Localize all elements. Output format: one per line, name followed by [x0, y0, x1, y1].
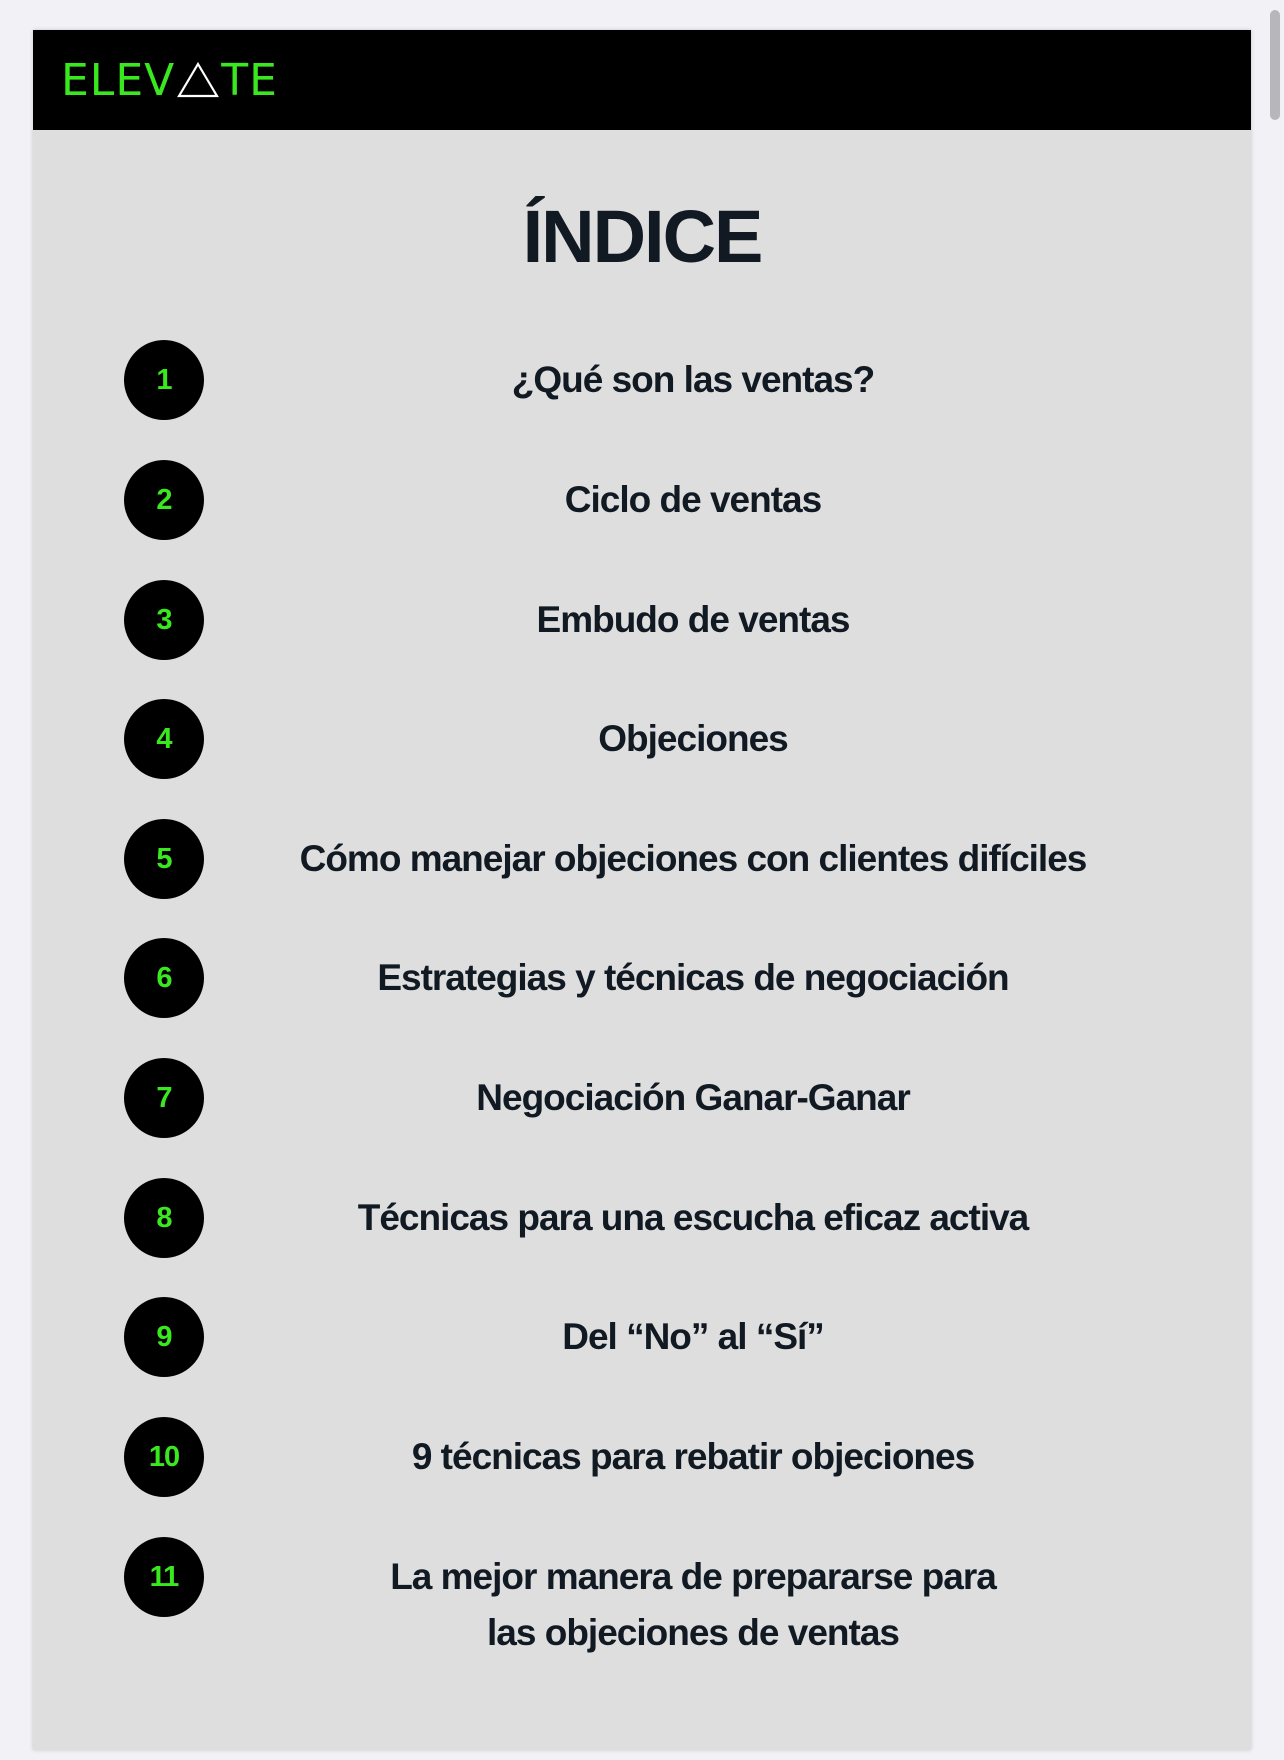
toc-item-label-line1: La mejor manera de prepararse para — [390, 1556, 996, 1597]
toc-item-label: Cómo manejar objeciones con clientes difíciles — [299, 838, 1087, 879]
toc-item-label: Técnicas para una escucha eficaz activa — [357, 1197, 1029, 1238]
toc-item-label: 9 técnicas para rebatir objeciones — [411, 1436, 975, 1477]
item-number-badge: 9 — [124, 1297, 204, 1377]
document-page — [33, 30, 1251, 1750]
toc-item-label — [223, 1549, 1163, 1661]
item-number-badge: 3 — [124, 580, 204, 660]
item-number-badge: 2 — [124, 460, 204, 540]
toc-item-label: Estrategias y técnicas de negociación — [377, 957, 1009, 998]
table-of-contents — [33, 30, 1251, 1750]
toc-item-label: Objeciones — [598, 718, 788, 759]
toc-item-label: ¿Qué son las ventas? — [511, 359, 875, 400]
page-title: ÍNDICE — [522, 195, 762, 278]
item-number-badge: 8 — [124, 1178, 204, 1258]
item-number-badge: 4 — [124, 699, 204, 779]
item-number-badge: 7 — [124, 1058, 204, 1138]
toc-item-label-line2: las objeciones de ventas — [487, 1612, 899, 1653]
toc-item-label: Ciclo de ventas — [564, 479, 822, 520]
logo-text-right: TE — [221, 54, 278, 106]
item-number-badge: 11 — [124, 1537, 204, 1617]
toc-item-label: Del “No” al “Sí” — [562, 1316, 824, 1357]
item-number-badge: 1 — [124, 340, 204, 420]
item-number-badge: 10 — [124, 1417, 204, 1497]
scrollbar-thumb[interactable] — [1270, 10, 1280, 120]
toc-item-label: Embudo de ventas — [536, 599, 850, 640]
item-number-badge: 5 — [124, 819, 204, 899]
toc-item-label: Negociación Ganar-Ganar — [476, 1077, 910, 1118]
item-number-badge: 6 — [124, 938, 204, 1018]
logo-text-left: ELEV — [61, 54, 176, 106]
